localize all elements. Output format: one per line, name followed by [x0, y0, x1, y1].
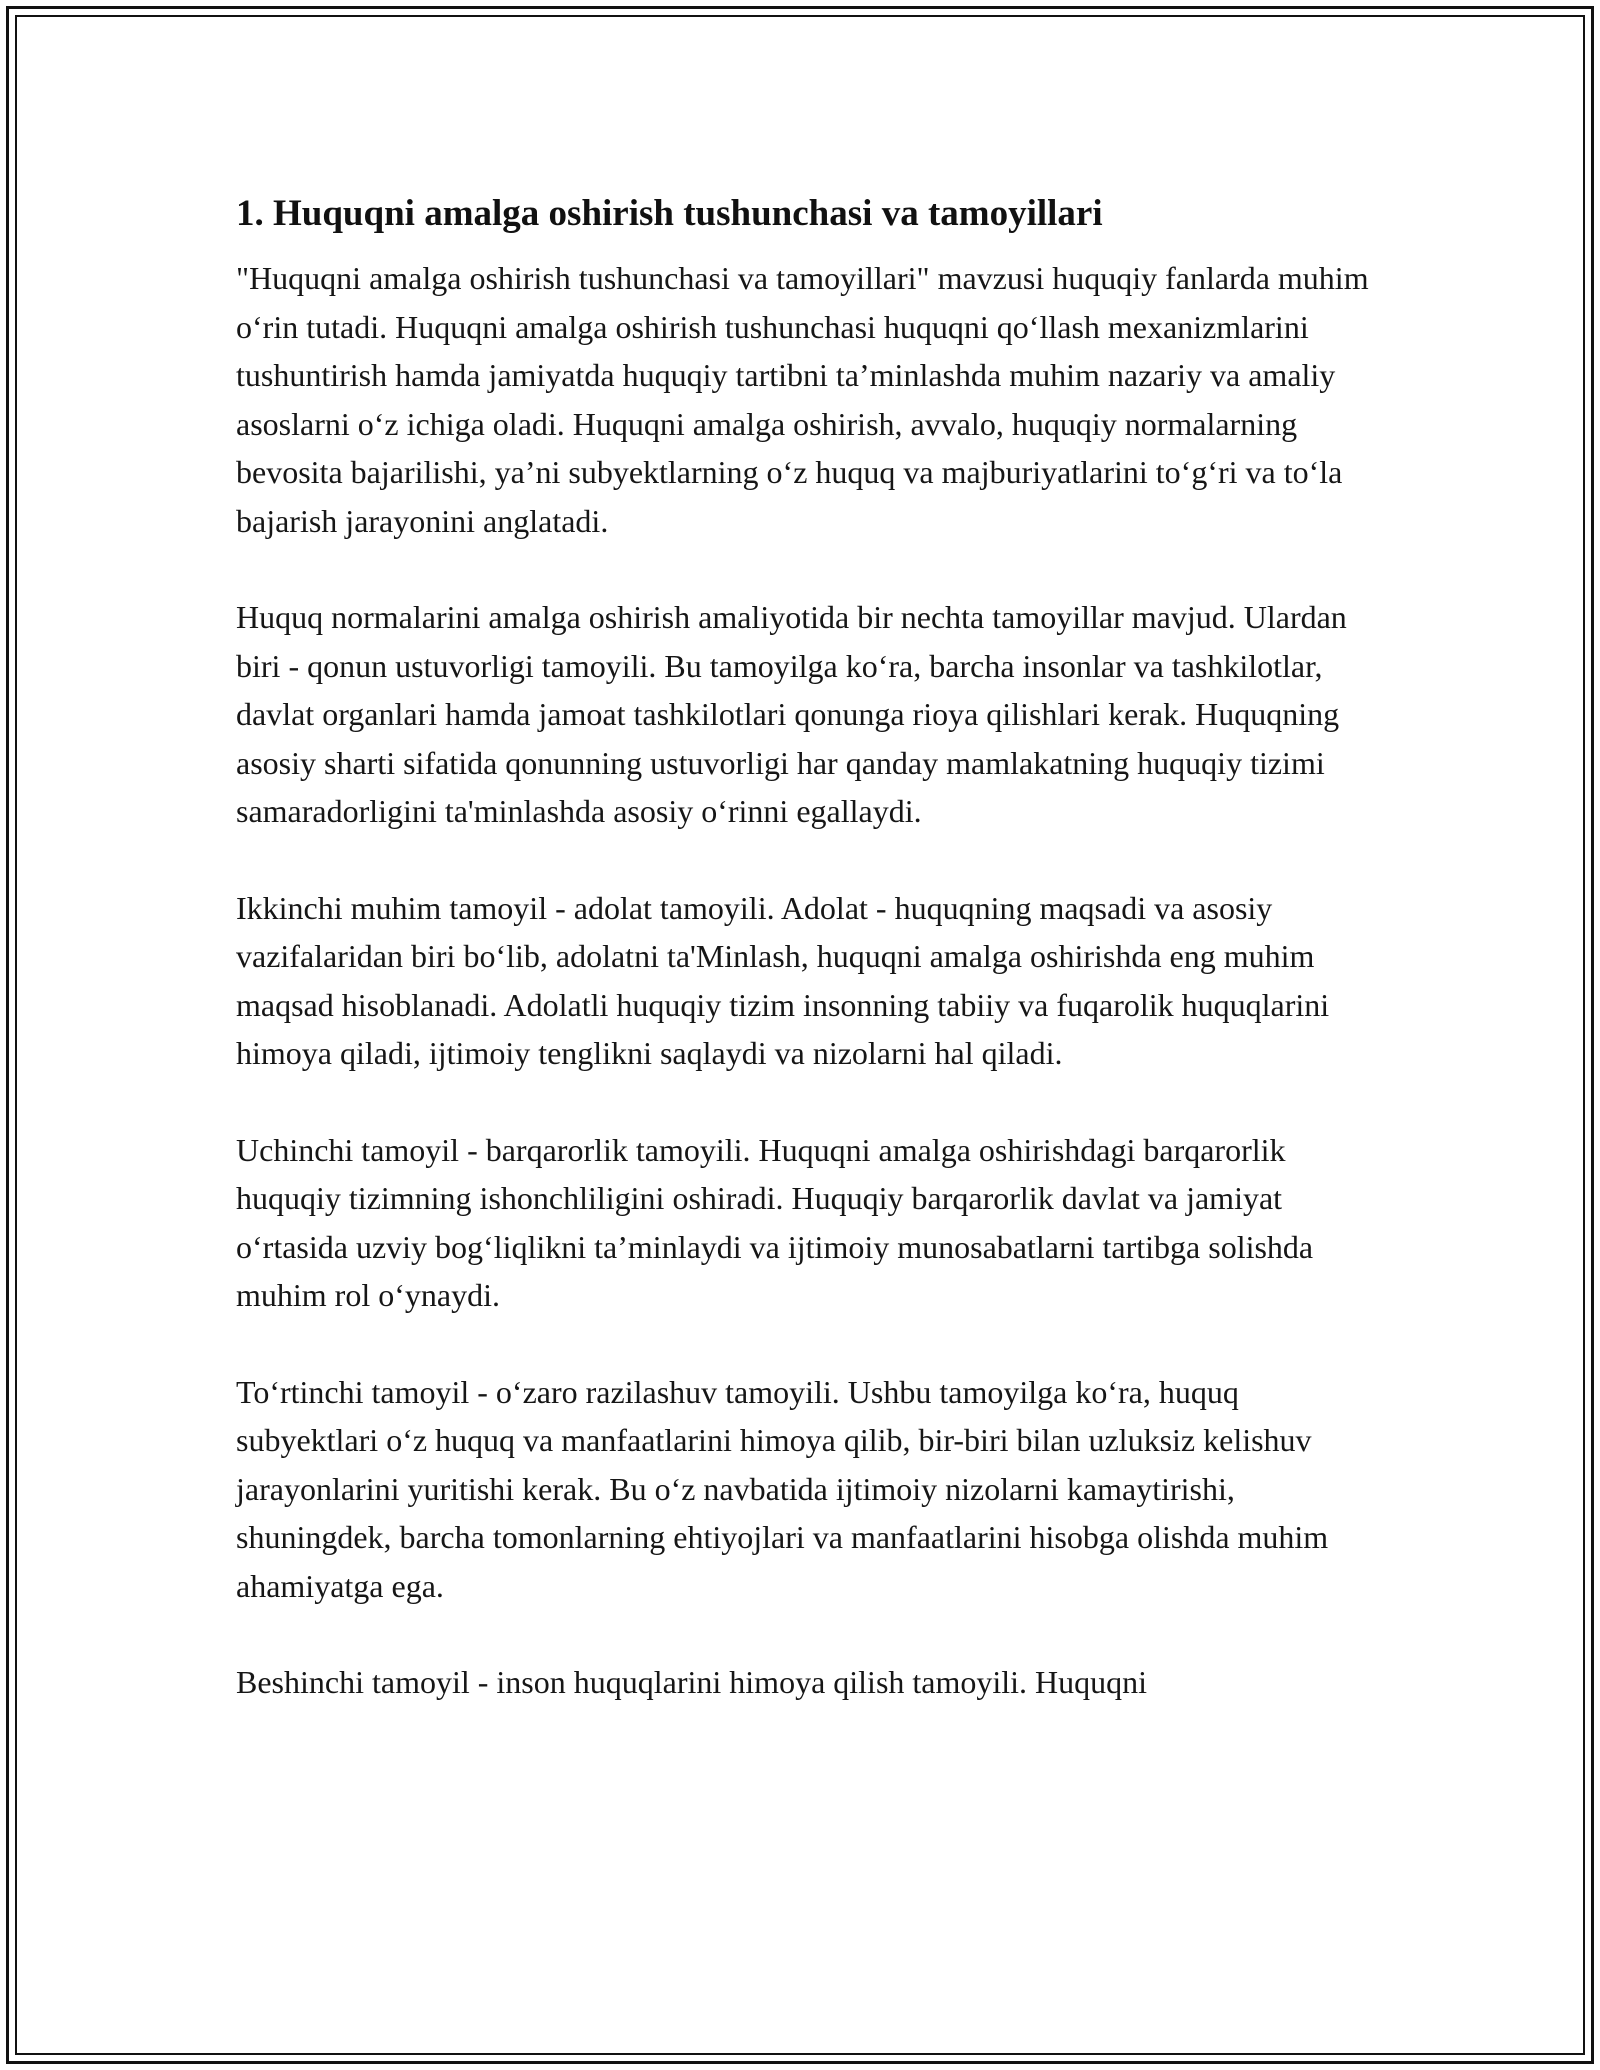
paragraph-justice: Ikkinchi muhim tamoyil - adolat tamoyili. Adolat - huquqning maqsadi va asosiy vazifalaridan biri bo‘lib, adolatni ta'Minlash, huquqni amalga oshirishda eng muhim maqsad hisoblanadi. Adolatli huquqiy tizim insonning tabiiy va fuqarolik huquqlarini himoya qiladi, ijtimoiy tenglikni saqlaydi va nizolarni hal qiladi.	[236, 889, 1330, 1071]
paragraph-stability: Uchinchi tamoyil - barqarorlik tamoyili. Huquqni amalga oshirishdagi barqarorlik huquqiy tizimning ishonchliligini oshiradi. Huquqiy barqarorlik davlat va jamiyat o‘rtasida uzviy bog‘liqlikni ta’minlaydi va ijtimoiy munosabatlarni tartibga solishda muhim rol o‘ynaydi.	[236, 1131, 1314, 1313]
paragraph-rule-of-law: Huquq normalarini amalga oshirish amaliyotida bir nechta tamoyillar mavjud. Ulardan biri - qonun ustuvorligi tamoyili. Bu tamoyilga ko‘ra, barcha insonlar va tashkilotlar, davlat organlari hamda jamoat tashkilotlari qonunga rioya qilishlari kerak. Huquqning asosiy sharti sifatida qonunning ustuvorligi har qanday mamlakatning huquqiy tizimi samaradorligini ta'minlashda asosiy o‘rinni egallaydi.	[236, 599, 1347, 829]
section-heading: 1. Huquqni amalga oshirish tushunchasi va tamoyillari	[236, 193, 1103, 234]
paragraph-mutual-agreement: To‘rtinchi tamoyil - o‘zaro razilashuv tamoyili. Ushbu tamoyilga ko‘ra, huquq subyektlari o‘z huquq va manfaatlarini himoya qilib, bir-biri bilan uzluksiz kelishuv jarayonlarini yuritishi kerak. Bu o‘z navbatida ijtimoiy nizolarni kamaytirishi, shuningdek, barcha tomonlarning ehtiyojlari va manfaatlarini hisobga olishda muhim ahamiyatga ega.	[236, 1373, 1329, 1604]
paragraph-intro: "Huquqni amalga oshirish tushunchasi va tamoyillari" mavzusi huquqiy fanlarda muhim o‘rin tutadi. Huquqni amalga oshirish tushunchasi huquqni qo‘llash mexanizmlarini tushuntirish hamda jamiyatda huquqiy tartibni ta’minlashda muhim nazariy va amaliy asoslarni o‘z ichiga oladi. Huquqni amalga oshirish, avvalo, huquqiy normalarning bevosita bajarilishi, ya’ni subyektlarning o‘z huquq va majburiyatlarini to‘g‘ri va to‘la bajarish jarayonini anglatadi.	[236, 260, 1369, 539]
document-body	[236, 188, 1376, 1755]
paragraph-human-rights: Beshinchi tamoyil - inson huquqlarini himoya qilish tamoyili. Huquqni	[236, 1664, 1148, 1700]
